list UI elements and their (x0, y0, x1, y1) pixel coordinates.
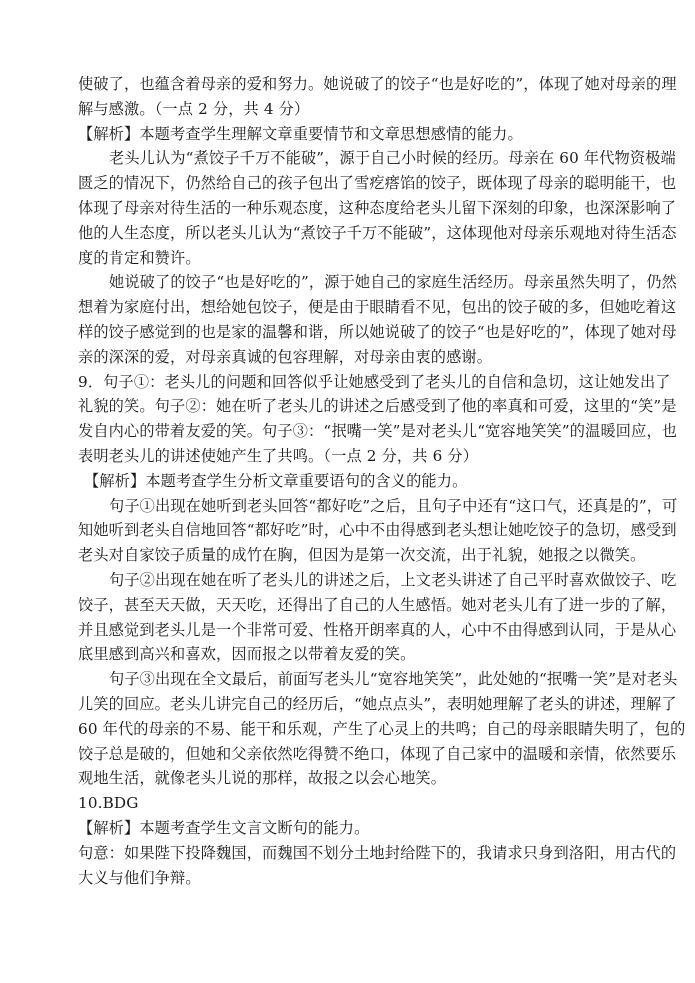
text-line: 他的人生态度，所以老头儿认为“煮饺子千万不能破”，这体现他对母亲乐观地对待生活态 (78, 223, 677, 242)
text-line: 句子③出现在全文最后，前面写老头儿“宽容地笑笑”，此处她的“抿嘴一笑”是对老头 (109, 670, 678, 689)
text-line: 句子①出现在她听到老头回答“都好吃”之后，且句子中还有“这口气，还真是的”，可 (109, 496, 678, 515)
text-line: 使破了，也蕴含着母亲的爱和努力。她说破了的饺子“也是好吃的”，体现了她对母亲的理 (78, 75, 677, 93)
question-9-answer: 9．句子①：老头儿的问题和回答似乎让她感受到了老头儿的自信和急切，这让她发出了 (78, 372, 671, 391)
text-line: 想着为家庭付出，想给她包饺子，便是由于眼睛看不见，包出的饺子破的多，但她吃着这 (78, 298, 677, 317)
text-line: 老头儿认为“煮饺子千万不能破”，源于自己小时候的经历。母亲在 60 年代物资极端 (109, 149, 676, 168)
text-line: 句意：如果陛下投降魏国，而魏国不划分土地封给陛下的，我请求只身到洛阳，用古代的 (78, 843, 677, 862)
question-10-answer: 10.BDG (78, 794, 139, 813)
text-line: 度的肯定和赞许。 (78, 248, 201, 267)
analysis-heading: 【解析】本题考查学生文言文断句的能力。 (78, 818, 370, 837)
text-line: 60 年代的母亲的不易、能干和乐观，产生了心灵上的共鸣；自己的母亲眼睛失明了，包的 (78, 719, 686, 738)
text-line: 礼貌的笑。句子②：她在听了老头儿的讲述之后感受到了他的率真和可爱，这里的“笑”是 (78, 397, 677, 416)
text-line: 饺子，甚至天天做，天天吃，还得出了自己的人生感悟。她对老头儿有了进一步的了解， (78, 595, 677, 614)
document-page (78, 72, 686, 890)
text-line: 亲的深深的爱，对母亲真诚的包容理解，对母亲由衷的感谢。 (78, 347, 493, 366)
analysis-heading: 【解析】本题考查学生理解文章重要情节和文章思想感情的能力。 (78, 124, 523, 143)
text-line: 表明老头儿的讲述使她产生了共鸣。（一点 2 分，共 6 分） (78, 446, 479, 465)
text-line: 体现了母亲对待生活的一种乐观态度，这种态度给老头儿留下深刻的印象，也深深影响了 (78, 198, 677, 217)
analysis-heading: 【解析】本题考查学生分析文章重要语句的含义的能力。 (84, 471, 468, 490)
text-line: 饺子总是破的，但她和父亲依然吃得赞不绝口，体现了自己家中的温暖和亲情，依然要乐 (78, 744, 677, 763)
text-line: 她说破了的饺子“也是好吃的”，源于她自己的家庭生活经历。母亲虽然失明了，仍然 (109, 273, 677, 292)
text-line: 发自内心的带着友爱的笑。句子③：“抿嘴一笑”是对老头儿“宽容地笑笑”的温暖回应，也 (78, 422, 678, 441)
text-line: 观地生活，就像老头儿说的那样，故报之以会心地笑。 (78, 769, 447, 788)
text-line: 老头对自家饺子质量的成竹在胸，但因为是第一次交流，出于礼貌，她报之以微笑。 (78, 546, 646, 565)
text-line: 匮乏的情况下，仍然给自己的孩子包出了雪疙瘩馅的饺子，既体现了母亲的聪明能干，也 (78, 174, 677, 193)
text-line: 句子②出现在她在听了老头儿的讲述之后，上文老头讲述了自己平时喜欢做饺子、吃 (109, 570, 677, 589)
text-line: 大义与他们争辩。 (78, 868, 201, 887)
text-line: 解与感激。（一点 2 分，共 4 分） (78, 99, 310, 118)
text-line: 并且感觉到老头儿是一个非常可爱、性格开朗率真的人，心中不由得感到认同，于是从心 (78, 620, 677, 639)
text-line: 样的饺子感觉到的也是家的温馨和谐，所以她说破了的饺子“也是好吃的”，体现了她对母 (78, 322, 677, 341)
text-line: 知她听到老头自信地回答“都好吃”时，心中不由得感到老头想让她吃饺子的急切，感受到 (78, 521, 677, 540)
text-line: 底里感到高兴和喜欢，因而报之以带着友爱的笑。 (78, 645, 416, 664)
text-line: 儿笑的回应。老头儿讲完自己的经历后，“她点点头”，表明她理解了老头的讲述，理解了 (78, 694, 677, 713)
